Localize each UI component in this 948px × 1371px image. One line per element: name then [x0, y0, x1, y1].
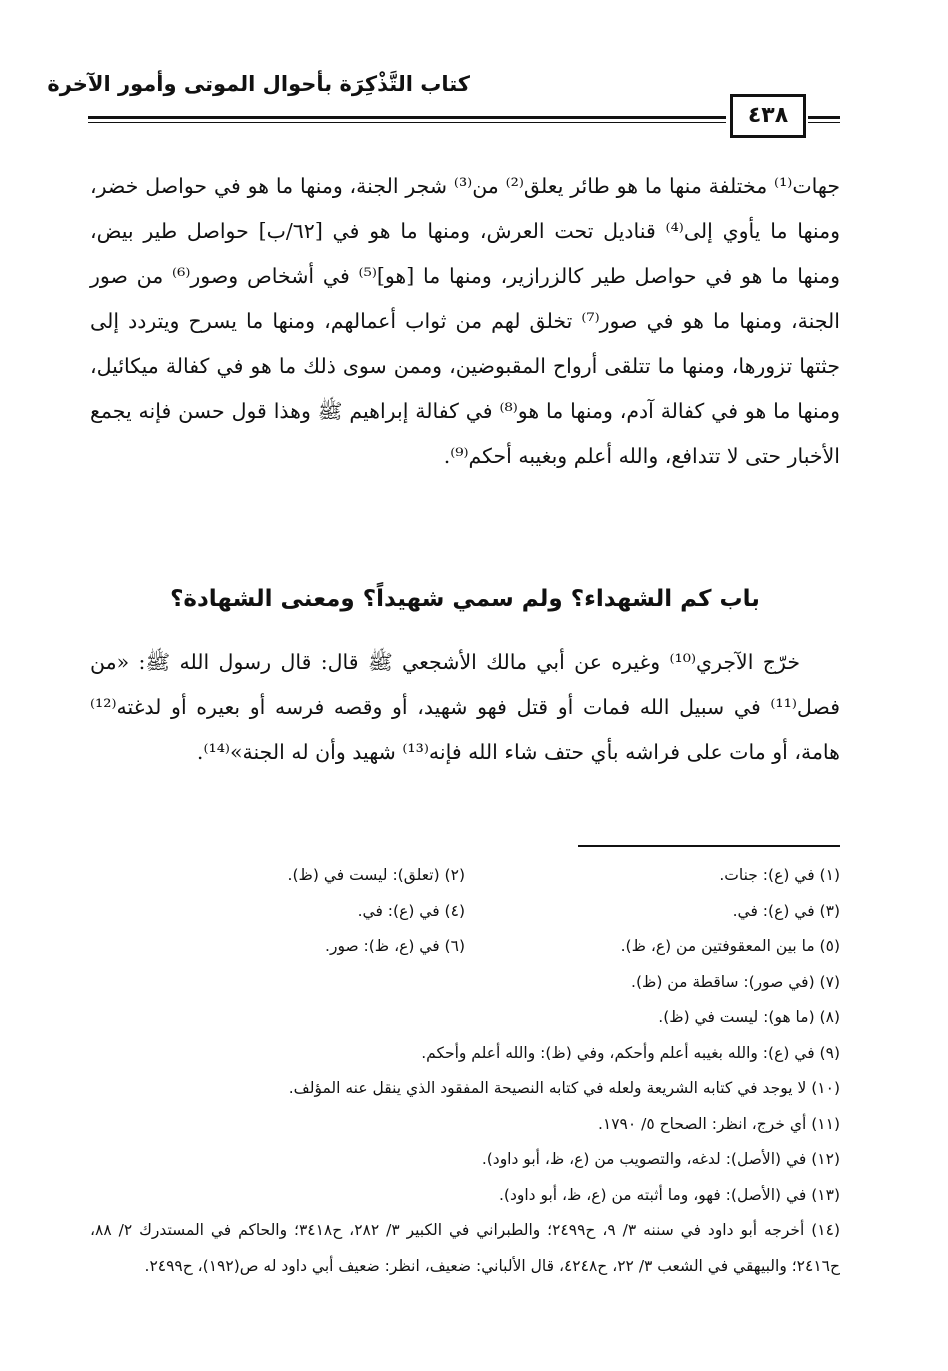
- footnote-12: (١٢) في (الأصل): لدغه، والتصويب من (ع، ظ، أبو داود).: [481, 1150, 840, 1168]
- header-rule-right-thin: [808, 122, 840, 123]
- footnote-2: (٢) (تعلق): ليست في (ظ).: [287, 866, 465, 884]
- hadith-paragraph: خرّج الآجري⁽¹⁰⁾ وغيره عن أبي مالك الأشجعي ﷺ قال: قال رسول الله ﷺ: «من فصل⁽¹¹⁾ في سبيل الله فمات أو قتل فهو شهيد، أو وقصه فرسه أو بعيره أو لدغته⁽¹²⁾ هامة، أو مات على فراشه بأي حتف شاء الله فإنه⁽¹³⁾ شهيد وأن له الجنة»⁽¹⁴⁾.: [90, 650, 840, 764]
- running-title: كتاب التَّذْكِرَة بأحوال الموتى وأمور الآخرة: [47, 72, 470, 96]
- footnote-11: (١١) أي خرج، انظر: الصحاح ٥/ ١٧٩٠.: [597, 1114, 840, 1133]
- header-rule-thin: [88, 122, 726, 123]
- footnote-3: (٣) في (ع): في.: [732, 901, 840, 920]
- header-rule-thick: [88, 116, 726, 119]
- footnote-9: (٩) في (ع): والله بغيبه أعلم وأحكم، وفي (ظ): والله أعلم وأحكم.: [421, 1043, 840, 1062]
- footnote-row: [90, 858, 840, 894]
- footnote-14: (١٤) أخرجه أبو داود في سننه ٣/ ٩، ح٢٤٩٩؛ والطبراني في الكبير ٣/ ٢٨٢، ح٣٤١٨؛ والحاكم في المستدرك ٢/ ٨٨، ح٢٤١٦؛ والبيهقي في الشعب ٣/ ٢٢، ح٤٢٤٨، قال الألباني: ضعيف، انظر: ضعيف أبي داود له ص(١٩٢)، ح٢٤٩٩.: [90, 1221, 841, 1275]
- hadith-text: [90, 640, 840, 775]
- body-text: [90, 164, 840, 479]
- footnote-4: (٤) في (ع): في.: [357, 901, 465, 920]
- footnote-row: [90, 929, 840, 965]
- header-rule-right-thick: [808, 116, 840, 119]
- footnote-7: (٧) (في صور): ساقطة من (ظ).: [631, 972, 840, 991]
- section-heading: باب كم الشهداء؟ ولم سمي شهيداً؟ ومعنى الشهادة؟: [170, 586, 760, 612]
- footnote-5: (٥) ما بين المعقوفتين من (ع، ظ).: [620, 937, 840, 955]
- footnote-1: (١) في (ع): جنات.: [719, 866, 840, 884]
- body-paragraph: جهات⁽¹⁾ مختلفة منها ما هو طائر يعلق⁽²⁾ من⁽³⁾ شجر الجنة، ومنها ما هو في حواصل خضر، ومنها ما يأوي إلى⁽⁴⁾ قناديل تحت العرش، ومنها ما هو في [٦٢/ب] حواصل طير بيض، ومنها ما هو في حواصل طير كالزرازير، ومنها ما [هو]⁽⁵⁾ في أشخاص وصور⁽⁶⁾ من صور الجنة، ومنها ما هو في صور⁽⁷⁾ تخلق لهم من ثواب أعمالهم، ومنها ما يسرح ويتردد إلى جثتها تزورها، ومنها ما تتلقى أرواح المقبوضين، وممن سوى ذلك ما هو في كفالة ميكائيل، ومنها ما هو في كفالة آدم، ومنها ما هو⁽⁸⁾ في كفالة إبراهيم ﷺ وهذا قول حسن فإنه يجمع الأخبار حتى لا تتدافع، والله أعلم وبغيبه أحكم⁽⁹⁾.: [90, 174, 841, 468]
- footnote-8: (٨) (ما هو): ليست في (ظ).: [658, 1008, 840, 1026]
- footnote-separator: [578, 845, 840, 847]
- footnotes: [90, 858, 840, 1284]
- footnote-13: (١٣) في (الأصل): فهو، وما أثبته من (ع، ظ، أبو داود).: [498, 1185, 840, 1204]
- page-number: ٤٣٨: [730, 94, 806, 138]
- footnote-10: (١٠) لا يوجد في كتابه الشريعة ولعله في كتابه النصيحة المفقود الذي ينقل عنه المؤلف.: [288, 1079, 840, 1097]
- footnote-row: [90, 894, 840, 930]
- footnote-6: (٦) في (ع، ظ): صور.: [325, 937, 465, 955]
